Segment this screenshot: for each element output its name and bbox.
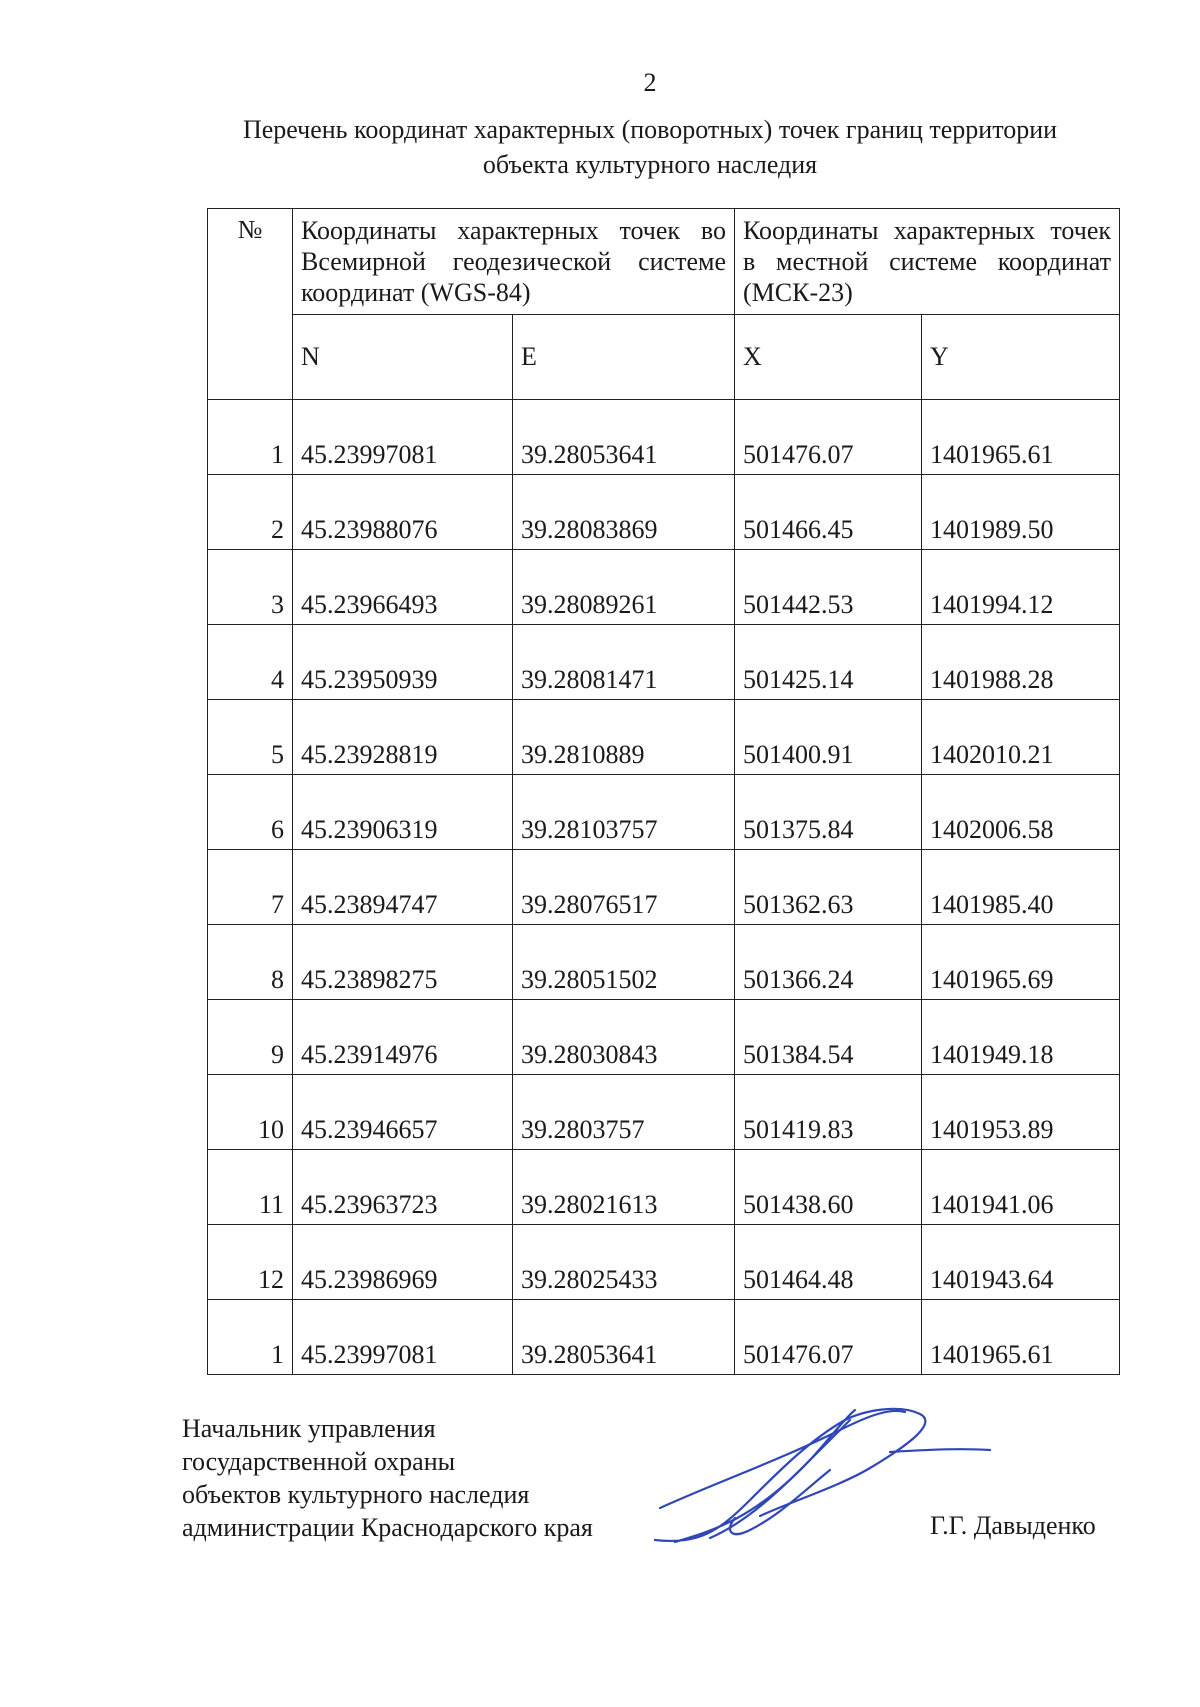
cell-e: 39.2803757 [513, 1075, 735, 1150]
table-row [208, 475, 1120, 550]
table-row [208, 1000, 1120, 1075]
cell-point-number: 10 [208, 1075, 293, 1150]
cell-y: 1401988.28 [922, 625, 1120, 700]
cell-n: 45.23950939 [293, 625, 513, 700]
signer-name: Г.Г. Давыденко [930, 1511, 1096, 1540]
cell-x: 501442.53 [735, 550, 922, 625]
coordinates-table [207, 208, 1120, 1375]
cell-n: 45.23963723 [293, 1150, 513, 1225]
cell-point-number: 4 [208, 625, 293, 700]
cell-x: 501375.84 [735, 775, 922, 850]
cell-e: 39.28051502 [513, 925, 735, 1000]
table-row [208, 1075, 1120, 1150]
cell-e: 39.28021613 [513, 1150, 735, 1225]
header-wgs84-group: Координаты характерных точек во Всемирной геодезической системе координат (WGS-84) [293, 209, 735, 315]
cell-point-number: 3 [208, 550, 293, 625]
cell-x: 501384.54 [735, 1000, 922, 1075]
table-header-row [208, 209, 1120, 315]
table-row [208, 400, 1120, 475]
cell-e: 39.2810889 [513, 700, 735, 775]
cell-n: 45.23966493 [293, 550, 513, 625]
cell-y: 1402006.58 [922, 775, 1120, 850]
title-line: Перечень координат характерных (поворотных) точек границ территории [242, 115, 1058, 144]
table-row [208, 700, 1120, 775]
position-line: администрации Краснодарского края [182, 1513, 593, 1542]
cell-x: 501476.07 [735, 1300, 922, 1375]
table-body [208, 400, 1120, 1375]
cell-n: 45.23914976 [293, 1000, 513, 1075]
cell-x: 501438.60 [735, 1150, 922, 1225]
cell-e: 39.28081471 [513, 625, 735, 700]
header-msk23-group: Координаты характерных точек в местной системе координат (МСК-23) [735, 209, 1120, 315]
cell-n: 45.23997081 [293, 400, 513, 475]
position-line: объектов культурного наследия [182, 1480, 530, 1509]
cell-n: 45.23988076 [293, 475, 513, 550]
cell-y: 1401965.69 [922, 925, 1120, 1000]
title-line: объекта культурного наследия [482, 150, 818, 179]
cell-n: 45.23894747 [293, 850, 513, 925]
handwritten-signature-icon [640, 1390, 1000, 1570]
document-title [200, 112, 1100, 182]
cell-point-number: 1 [208, 400, 293, 475]
cell-point-number: 7 [208, 850, 293, 925]
table-row [208, 1225, 1120, 1300]
cell-point-number: 12 [208, 1225, 293, 1300]
cell-y: 1401943.64 [922, 1225, 1120, 1300]
cell-x: 501362.63 [735, 850, 922, 925]
table-row [208, 775, 1120, 850]
cell-y: 1401965.61 [922, 400, 1120, 475]
cell-n: 45.23928819 [293, 700, 513, 775]
cell-x: 501425.14 [735, 625, 922, 700]
cell-point-number: 9 [208, 1000, 293, 1075]
cell-e: 39.28103757 [513, 775, 735, 850]
table-row [208, 550, 1120, 625]
cell-y: 1401989.50 [922, 475, 1120, 550]
cell-n: 45.23906319 [293, 775, 513, 850]
cell-e: 39.28053641 [513, 400, 735, 475]
cell-point-number: 6 [208, 775, 293, 850]
table-row [208, 625, 1120, 700]
cell-x: 501476.07 [735, 400, 922, 475]
cell-point-number: 8 [208, 925, 293, 1000]
cell-point-number: 11 [208, 1150, 293, 1225]
cell-e: 39.28076517 [513, 850, 735, 925]
signatory-position [182, 1412, 593, 1544]
cell-x: 501419.83 [735, 1075, 922, 1150]
cell-x: 501464.48 [735, 1225, 922, 1300]
header-y: Y [922, 315, 1120, 400]
cell-e: 39.28083869 [513, 475, 735, 550]
table-row [208, 850, 1120, 925]
table-row [208, 1150, 1120, 1225]
cell-e: 39.28053641 [513, 1300, 735, 1375]
cell-y: 1401941.06 [922, 1150, 1120, 1225]
cell-n: 45.23898275 [293, 925, 513, 1000]
position-line: государственной охраны [182, 1447, 456, 1476]
cell-point-number: 5 [208, 700, 293, 775]
cell-x: 501400.91 [735, 700, 922, 775]
cell-n: 45.23986969 [293, 1225, 513, 1300]
cell-y: 1401953.89 [922, 1075, 1120, 1150]
cell-point-number: 1 [208, 1300, 293, 1375]
header-x: X [735, 315, 922, 400]
page-number: 2 [643, 68, 657, 97]
cell-y: 1401965.61 [922, 1300, 1120, 1375]
header-n: N [293, 315, 513, 400]
header-e: E [513, 315, 735, 400]
cell-e: 39.28030843 [513, 1000, 735, 1075]
cell-y: 1401985.40 [922, 850, 1120, 925]
cell-n: 45.23997081 [293, 1300, 513, 1375]
table-row [208, 925, 1120, 1000]
cell-y: 1402010.21 [922, 700, 1120, 775]
cell-e: 39.28089261 [513, 550, 735, 625]
cell-point-number: 2 [208, 475, 293, 550]
cell-y: 1401994.12 [922, 550, 1120, 625]
position-line: Начальник управления [182, 1414, 436, 1443]
table-subheader-row [208, 315, 1120, 400]
header-number: № [208, 209, 293, 400]
cell-e: 39.28025433 [513, 1225, 735, 1300]
cell-y: 1401949.18 [922, 1000, 1120, 1075]
cell-n: 45.23946657 [293, 1075, 513, 1150]
table-row [208, 1300, 1120, 1375]
cell-x: 501366.24 [735, 925, 922, 1000]
cell-x: 501466.45 [735, 475, 922, 550]
